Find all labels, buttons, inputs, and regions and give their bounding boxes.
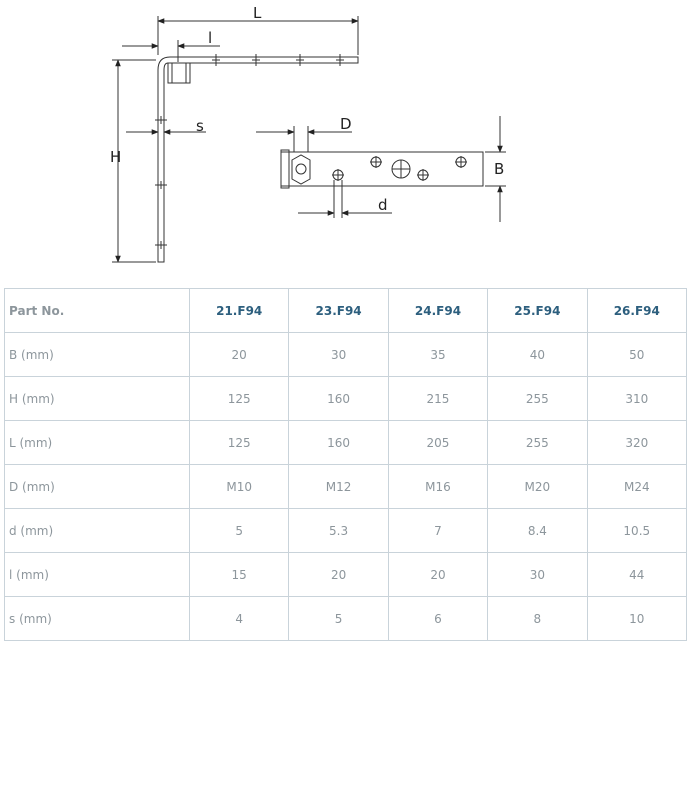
table-row <box>5 377 687 421</box>
table-cell: 5.3 <box>289 509 388 553</box>
table-cell: 125 <box>190 377 289 421</box>
table-cell: M16 <box>388 465 487 509</box>
hex-nut <box>292 155 310 184</box>
row-label: L (mm) <box>5 421 190 465</box>
table-cell: 205 <box>388 421 487 465</box>
table-cell: M20 <box>488 465 587 509</box>
table-cell: 8.4 <box>488 509 587 553</box>
table-header-row <box>5 289 687 333</box>
row-label: l (mm) <box>5 553 190 597</box>
table-cell: 125 <box>190 421 289 465</box>
bracket-plate-top <box>281 152 483 186</box>
table-cell: 215 <box>388 377 487 421</box>
table-cell: 7 <box>388 509 487 553</box>
table-cell: M24 <box>587 465 686 509</box>
header-part: 21.F94 <box>190 289 289 333</box>
nut-side <box>168 63 190 83</box>
row-label: B (mm) <box>5 333 190 377</box>
table-cell: 4 <box>190 597 289 641</box>
label-B: B <box>494 160 505 178</box>
table-row <box>5 553 687 597</box>
table-cell: 5 <box>190 509 289 553</box>
table-cell: 44 <box>587 553 686 597</box>
label-d: d <box>378 196 388 214</box>
table-cell: 30 <box>289 333 388 377</box>
row-label: d (mm) <box>5 509 190 553</box>
table-cell: 40 <box>488 333 587 377</box>
table-cell: M12 <box>289 465 388 509</box>
header-part: 25.F94 <box>488 289 587 333</box>
table-cell: 8 <box>488 597 587 641</box>
row-label: D (mm) <box>5 465 190 509</box>
table-cell: 10.5 <box>587 509 686 553</box>
header-part: 26.F94 <box>587 289 686 333</box>
table-cell: M10 <box>190 465 289 509</box>
specification-table <box>4 288 687 641</box>
table-row <box>5 333 687 377</box>
header-part-no: Part No. <box>5 289 190 333</box>
table-row <box>5 597 687 641</box>
bracket-side-profile <box>158 57 358 262</box>
table-cell: 20 <box>388 553 487 597</box>
table-cell: 255 <box>488 377 587 421</box>
label-D: D <box>340 115 352 133</box>
header-part: 24.F94 <box>388 289 487 333</box>
header-part: 23.F94 <box>289 289 388 333</box>
label-s: s <box>196 117 204 135</box>
table-row <box>5 465 687 509</box>
table-cell: 160 <box>289 377 388 421</box>
table-cell: 320 <box>587 421 686 465</box>
table-cell: 20 <box>190 333 289 377</box>
table-row <box>5 509 687 553</box>
table-cell: 20 <box>289 553 388 597</box>
label-H: H <box>110 148 122 166</box>
label-l: l <box>208 29 213 47</box>
table-row <box>5 421 687 465</box>
table-cell: 10 <box>587 597 686 641</box>
table-cell: 255 <box>488 421 587 465</box>
table-cell: 35 <box>388 333 487 377</box>
table-cell: 6 <box>388 597 487 641</box>
table-cell: 310 <box>587 377 686 421</box>
bracket-diagram <box>0 0 688 280</box>
row-label: s (mm) <box>5 597 190 641</box>
table-cell: 5 <box>289 597 388 641</box>
table-cell: 160 <box>289 421 388 465</box>
label-L: L <box>253 4 262 22</box>
table-cell: 50 <box>587 333 686 377</box>
row-label: H (mm) <box>5 377 190 421</box>
table-cell: 30 <box>488 553 587 597</box>
table-cell: 15 <box>190 553 289 597</box>
technical-drawing <box>0 0 688 280</box>
